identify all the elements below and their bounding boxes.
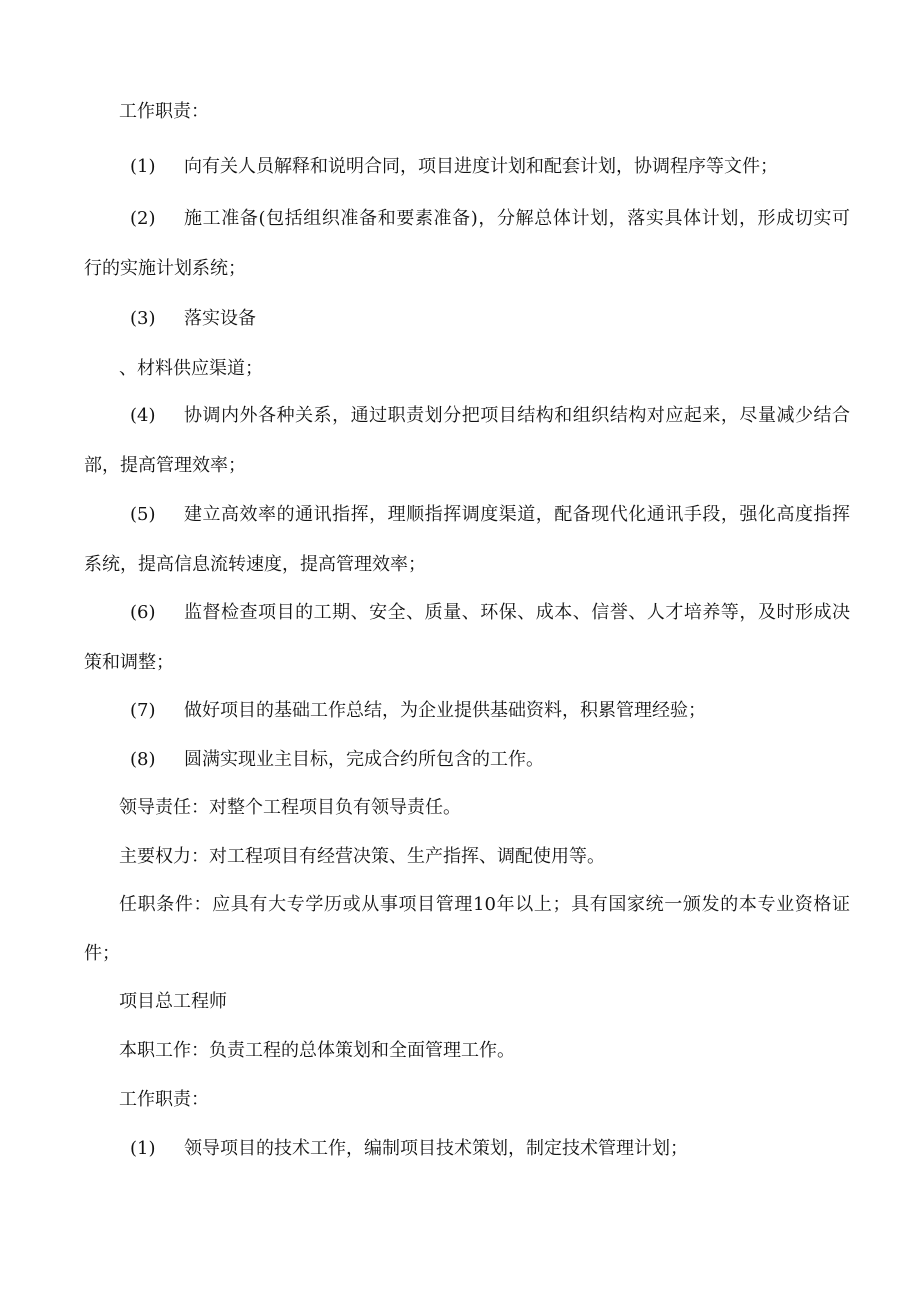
item-text-continuation: 部，提高管理效率； [84, 455, 246, 476]
item-text-continuation: 、材料供应渠道； [119, 358, 263, 379]
item-text: 建立高效率的通讯指挥，理顺指挥调度渠道，配备现代化通讯手段，强化高度指挥 [184, 504, 850, 525]
item-number: (6) [130, 602, 156, 623]
item-text: 落实设备 [184, 308, 256, 329]
item-text-continuation: 策和调整； [84, 652, 174, 673]
leadership-responsibility: 领导责任：对整个工程项目负有领导责任。 [119, 797, 461, 818]
duties-heading: 工作职责： [119, 1089, 209, 1110]
item-number: (1) [130, 1138, 156, 1159]
item-text: 领导项目的技术工作，编制项目技术策划，制定技术管理计划； [184, 1138, 688, 1159]
main-powers: 主要权力：对工程项目有经营决策、生产指挥、调配使用等。 [119, 846, 605, 867]
role-duty: 本职工作：负责工程的总体策划和全面管理工作。 [119, 1040, 515, 1061]
item-text: 协调内外各种关系，通过职责划分把项目结构和组织结构对应起来，尽量减少结合 [184, 405, 850, 426]
item-number: (5) [130, 504, 156, 525]
duties-heading: 工作职责： [119, 101, 209, 122]
item-number: (3) [130, 308, 156, 329]
item-text: 圆满实现业主目标，完成合约所包含的工作。 [184, 749, 544, 770]
item-text: 监督检查项目的工期、安全、质量、环保、成本、信誉、人才培养等，及时形成决 [184, 602, 850, 623]
item-number: (4) [130, 405, 156, 426]
item-text: 做好项目的基础工作总结，为企业提供基础资料，积累管理经验； [184, 700, 706, 721]
item-text: 施工准备(包括组织准备和要素准备)，分解总体计划，落实具体计划，形成切实可 [184, 208, 850, 229]
item-number: (1) [130, 156, 156, 177]
item-number: (8) [130, 749, 156, 770]
item-number: (7) [130, 700, 156, 721]
role-title: 项目总工程师 [119, 991, 227, 1012]
item-number: (2) [130, 208, 156, 229]
item-text-continuation: 行的实施计划系统； [84, 258, 246, 279]
item-text: 向有关人员解释和说明合同，项目进度计划和配套计划，协调程序等文件； [184, 156, 778, 177]
item-text-continuation: 系统，提高信息流转速度，提高管理效率； [84, 554, 426, 575]
qualification-requirements: 任职条件：应具有大专学历或从事项目管理10年以上；具有国家统一颁发的本专业资格证 [119, 894, 850, 915]
qualification-continuation: 件； [84, 943, 120, 964]
